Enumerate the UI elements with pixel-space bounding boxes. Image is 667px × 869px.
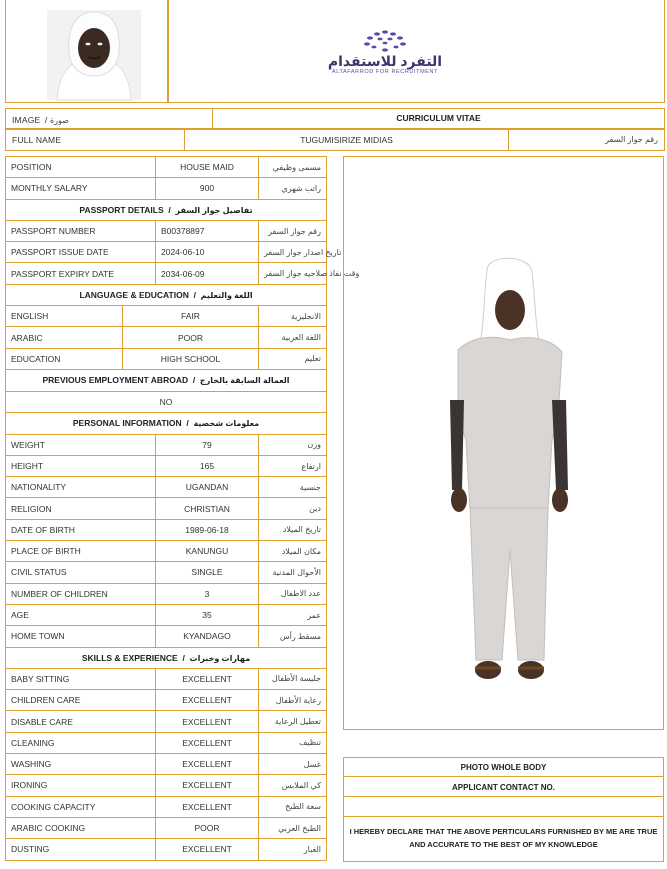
- english-value: FAIR: [123, 306, 259, 327]
- skill-label: CLEANING: [6, 732, 156, 753]
- religion-value: CHRISTIAN: [156, 498, 259, 519]
- section-heading-row: [6, 199, 327, 220]
- cv-title: CURRICULUM VITAE: [396, 113, 481, 123]
- table-row: [6, 327, 327, 348]
- position-ar: مسمى وظيفي: [259, 157, 327, 178]
- table-row: [6, 263, 327, 284]
- passport-expiry-ar: وقت نفاذ صلاحيه جواز السفر: [259, 263, 327, 284]
- table-row: [6, 711, 327, 732]
- passport-number-label: PASSPORT NUMBER: [6, 220, 156, 241]
- table-row: [6, 562, 327, 583]
- table-row: [6, 796, 327, 817]
- skill-label: WASHING: [6, 754, 156, 775]
- skill-value: EXCELLENT: [156, 839, 259, 860]
- skill-value: EXCELLENT: [156, 668, 259, 689]
- skill-ar: جليسة الأطفال: [259, 668, 327, 689]
- table-row: [6, 391, 327, 412]
- image-label-group: IMAGE / صورة: [12, 115, 69, 125]
- table-row: [6, 348, 327, 369]
- skill-ar: رعاية الأطفال: [259, 690, 327, 711]
- full-name-label: FULL NAME: [12, 135, 62, 145]
- table-row: [6, 157, 327, 178]
- skill-value: EXCELLENT: [156, 711, 259, 732]
- personal-heading: PERSONAL INFORMATION / معلومات شخصية: [6, 413, 327, 434]
- photo-whole-body-label: PHOTO WHOLE BODY: [343, 757, 664, 777]
- dob-ar: تاريخ الميلاد: [259, 519, 327, 540]
- nationality-label: NATIONALITY: [6, 477, 156, 498]
- skill-ar: كي الملابس: [259, 775, 327, 796]
- table-row: [6, 498, 327, 519]
- portrait-photo: [47, 10, 141, 100]
- table-row: [6, 583, 327, 604]
- skills-heading: SKILLS & EXPERIENCE / مهارات وخبرات: [6, 647, 327, 668]
- weight-value: 79: [156, 434, 259, 455]
- salary-ar: راتب شهري: [259, 178, 327, 199]
- language-heading: LANGUAGE & EDUCATION / اللغة والتعليم: [6, 284, 327, 305]
- weight-label: WEIGHT: [6, 434, 156, 455]
- table-row: [6, 178, 327, 199]
- age-value: 35: [156, 604, 259, 625]
- pob-label: PLACE OF BIRTH: [6, 541, 156, 562]
- section-heading-row: [6, 413, 327, 434]
- skill-label: DISABLE CARE: [6, 711, 156, 732]
- skill-ar: تنظيف: [259, 732, 327, 753]
- dob-value: 1989-06-18: [156, 519, 259, 540]
- english-ar: الانجليزية: [259, 306, 327, 327]
- skill-label: CHILDREN CARE: [6, 690, 156, 711]
- skill-value: EXCELLENT: [156, 775, 259, 796]
- table-row: [6, 732, 327, 753]
- table-row: [6, 604, 327, 625]
- applicant-contact-label: APPLICANT CONTACT NO.: [343, 776, 664, 797]
- employment-value: NO: [6, 391, 327, 412]
- civil-status-label: CIVIL STATUS: [6, 562, 156, 583]
- table-row: [6, 690, 327, 711]
- skill-label: DUSTING: [6, 839, 156, 860]
- pob-ar: مكان الميلاد: [259, 541, 327, 562]
- skill-ar: تعطيل الرعاية: [259, 711, 327, 732]
- company-logo-mark: [350, 28, 420, 56]
- nationality-ar: جنسية: [259, 477, 327, 498]
- table-row: [6, 434, 327, 455]
- height-value: 165: [156, 455, 259, 476]
- company-logo-arabic: التفرد للاستقدام: [327, 53, 443, 69]
- religion-ar: دين: [259, 498, 327, 519]
- table-row: [6, 839, 327, 860]
- skill-ar: الغبار: [259, 839, 327, 860]
- table-row: [6, 626, 327, 647]
- declaration-box: [343, 816, 664, 862]
- religion-label: RELIGION: [6, 498, 156, 519]
- table-row: [6, 775, 327, 796]
- skill-ar: سعة الطبخ: [259, 796, 327, 817]
- section-heading-row: [6, 369, 327, 391]
- weight-ar: وزن: [259, 434, 327, 455]
- table-row: [6, 754, 327, 775]
- arabic-value: POOR: [123, 327, 259, 348]
- arabic-ar: اللغة العربية: [259, 327, 327, 348]
- full-body-photo: [440, 250, 575, 695]
- table-row: [6, 541, 327, 562]
- section-heading-row: [6, 647, 327, 668]
- passport-issue-ar: تاريخ اصدار جواز السفر: [259, 242, 327, 263]
- skill-ar: غسل: [259, 754, 327, 775]
- position-value: HOUSE MAID: [156, 157, 259, 178]
- education-label: EDUCATION: [6, 348, 123, 369]
- skill-value: EXCELLENT: [156, 796, 259, 817]
- applicant-contact-value: [343, 796, 664, 817]
- skill-label: IRONING: [6, 775, 156, 796]
- passport-issue-label: PASSPORT ISSUE DATE: [6, 242, 156, 263]
- dob-label: DATE OF BIRTH: [6, 519, 156, 540]
- skill-ar: الطبخ العربي: [259, 817, 327, 838]
- table-row: [6, 477, 327, 498]
- table-row: [6, 306, 327, 327]
- table-row: [6, 668, 327, 689]
- home-town-ar: مسقط رأس: [259, 626, 327, 647]
- skill-label: BABY SITTING: [6, 668, 156, 689]
- age-ar: عمر: [259, 604, 327, 625]
- pob-value: KANUNGU: [156, 541, 259, 562]
- table-row: [6, 455, 327, 476]
- children-count-label: NUMBER OF CHILDREN: [6, 583, 156, 604]
- education-value: HIGH SCHOOL: [123, 348, 259, 369]
- home-town-value: KYANDAGO: [156, 626, 259, 647]
- skill-value: EXCELLENT: [156, 732, 259, 753]
- section-heading-row: [6, 284, 327, 305]
- english-label: ENGLISH: [6, 306, 123, 327]
- full-name-ar: رقم جواز السفر: [605, 135, 658, 144]
- table-row: [6, 242, 327, 263]
- skill-value: EXCELLENT: [156, 690, 259, 711]
- cv-details-table: [5, 156, 360, 861]
- company-logo-english: ALTAFARROD FOR RECRUITMENT: [331, 69, 439, 75]
- skill-value: EXCELLENT: [156, 754, 259, 775]
- table-row: [6, 220, 327, 241]
- passport-issue-value: 2024-06-10: [156, 242, 259, 263]
- declaration-text: I HEREBY DECLARE THAT THE ABOVE PERTICULARS FURNISHED BY ME ARE TRUE AND ACCURATE TO THE BEST OF MY KNOWLEDGE: [349, 827, 658, 849]
- height-label: HEIGHT: [6, 455, 156, 476]
- arabic-label: ARABIC: [6, 327, 123, 348]
- salary-value: 900: [156, 178, 259, 199]
- table-row: [6, 519, 327, 540]
- position-label: POSITION: [6, 157, 156, 178]
- skill-value: POOR: [156, 817, 259, 838]
- passport-heading: PASSPORT DETAILS / تفاصيل جواز السفر: [6, 199, 327, 220]
- skill-label: COOKING CAPACITY: [6, 796, 156, 817]
- passport-number-value: B00378897: [156, 220, 259, 241]
- children-count-ar: عدد الاطفال: [259, 583, 327, 604]
- nationality-value: UGANDAN: [156, 477, 259, 498]
- civil-status-value: SINGLE: [156, 562, 259, 583]
- passport-number-ar: رقم جواز السفر: [259, 220, 327, 241]
- image-label-ar: صورة: [49, 116, 69, 125]
- home-town-label: HOME TOWN: [6, 626, 156, 647]
- passport-expiry-value: 2034-06-09: [156, 263, 259, 284]
- education-ar: تعليم: [259, 348, 327, 369]
- passport-expiry-label: PASSPORT EXPIRY DATE: [6, 263, 156, 284]
- skill-label: ARABIC COOKING: [6, 817, 156, 838]
- salary-label: MONTHLY SALARY: [6, 178, 156, 199]
- table-row: [6, 817, 327, 838]
- full-name-value: TUGUMISIRIZE MIDIAS: [300, 135, 393, 145]
- image-label: IMAGE: [12, 115, 41, 125]
- children-count-value: 3: [156, 583, 259, 604]
- civil-status-ar: الأحوال المدنية: [259, 562, 327, 583]
- height-ar: ارتفاع: [259, 455, 327, 476]
- employment-heading: PREVIOUS EMPLOYMENT ABROAD / العمالة السابقة بالخارج: [6, 369, 327, 391]
- age-label: AGE: [6, 604, 156, 625]
